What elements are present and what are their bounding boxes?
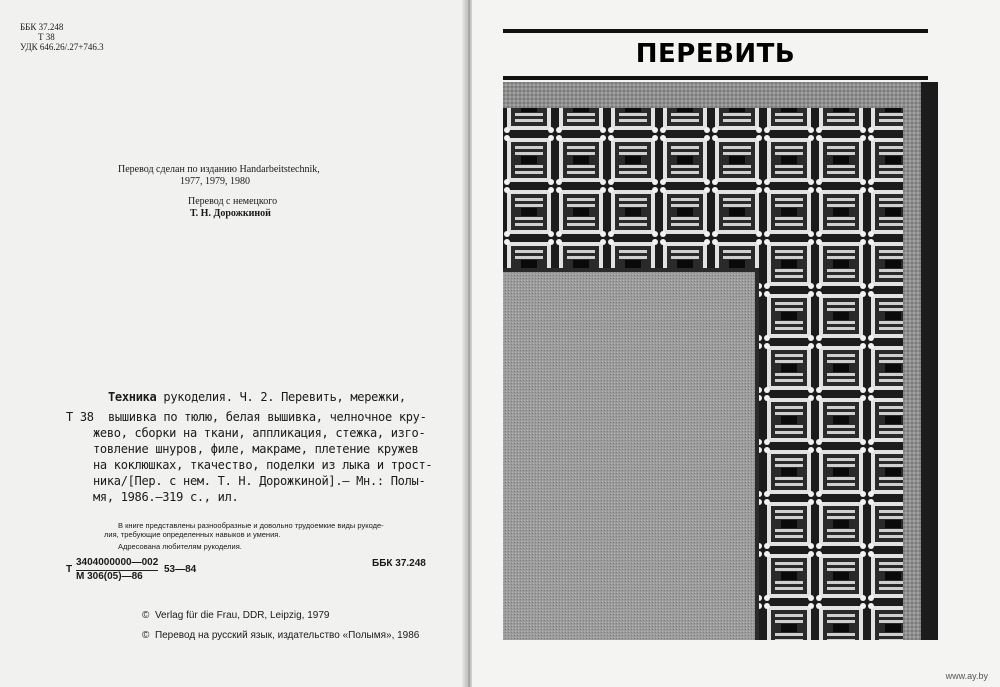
translator-name: Т. Н. Дорожкиной bbox=[190, 208, 271, 219]
udk-code: УДК 646.26/.27+746.3 bbox=[20, 42, 104, 52]
annotation-line-2: лия, требующие определенных навыков и умения. bbox=[104, 530, 281, 539]
copyright-line-1: © Verlag für die Frau, DDR, Leipzig, 1979 bbox=[142, 610, 330, 621]
watermark: www.ay.by bbox=[945, 671, 988, 681]
bbk-bottom: ББК 37.248 bbox=[372, 558, 426, 569]
formula-denominator: М 306(05)—86 bbox=[76, 571, 143, 582]
openwork-embroidery-photo bbox=[503, 82, 938, 640]
catalog-line-2: вышивка по тюлю, белая вышивка, челночное кру- bbox=[108, 410, 427, 424]
catalog-line-7: мя, 1986.—319 с., ил. bbox=[93, 490, 239, 504]
copyright-line-2: © Перевод на русский язык, издательство «Полымя», 1986 bbox=[142, 630, 420, 641]
left-page bbox=[0, 0, 470, 687]
formula-numerator: 3404000000—002 bbox=[76, 557, 158, 571]
title-rule-top bbox=[503, 29, 928, 33]
annotation-line-3: Адресована любителям рукоделия. bbox=[118, 542, 242, 551]
translation-source-1: Перевод сделан по изданию Handarbeitstechnik, bbox=[118, 164, 320, 175]
copyright-symbol-1: © bbox=[142, 610, 150, 621]
formula-t: Т bbox=[66, 564, 73, 575]
title-rule-bottom bbox=[503, 76, 928, 80]
t-code: Т 38 bbox=[38, 32, 55, 42]
copyright-symbol-2: © bbox=[142, 630, 150, 641]
formula-suffix: 53—84 bbox=[164, 564, 197, 575]
catalog-line-6: ника/[Пер. с нем. Т. Н. Дорожкиной].— Мн.: Полы- bbox=[93, 474, 426, 488]
translation-source-2: 1977, 1979, 1980 bbox=[180, 176, 250, 187]
catalog-line-4: товление шнуров, филе, макраме, плетение кружев bbox=[93, 442, 419, 456]
bbk-code: ББК 37.248 bbox=[20, 22, 64, 32]
catalog-line-3: жево, сборки на ткани, аппликация, стежка, изго- bbox=[93, 426, 426, 440]
translation-from: Перевод с немецкого bbox=[188, 196, 278, 207]
catalog-line-1: Техника рукоделия. Ч. 2. Перевить, мережки, bbox=[108, 390, 406, 404]
annotation-line-1: В книге представлены разнообразные и довольно трудоемкие виды рукоде- bbox=[118, 521, 384, 530]
chapter-title: ПЕРЕВИТЬ bbox=[635, 39, 796, 69]
catalog-line-5: на коклюшках, ткачество, поделки из лыка и трост- bbox=[93, 458, 433, 472]
catalog-code: Т 38 bbox=[66, 410, 94, 424]
